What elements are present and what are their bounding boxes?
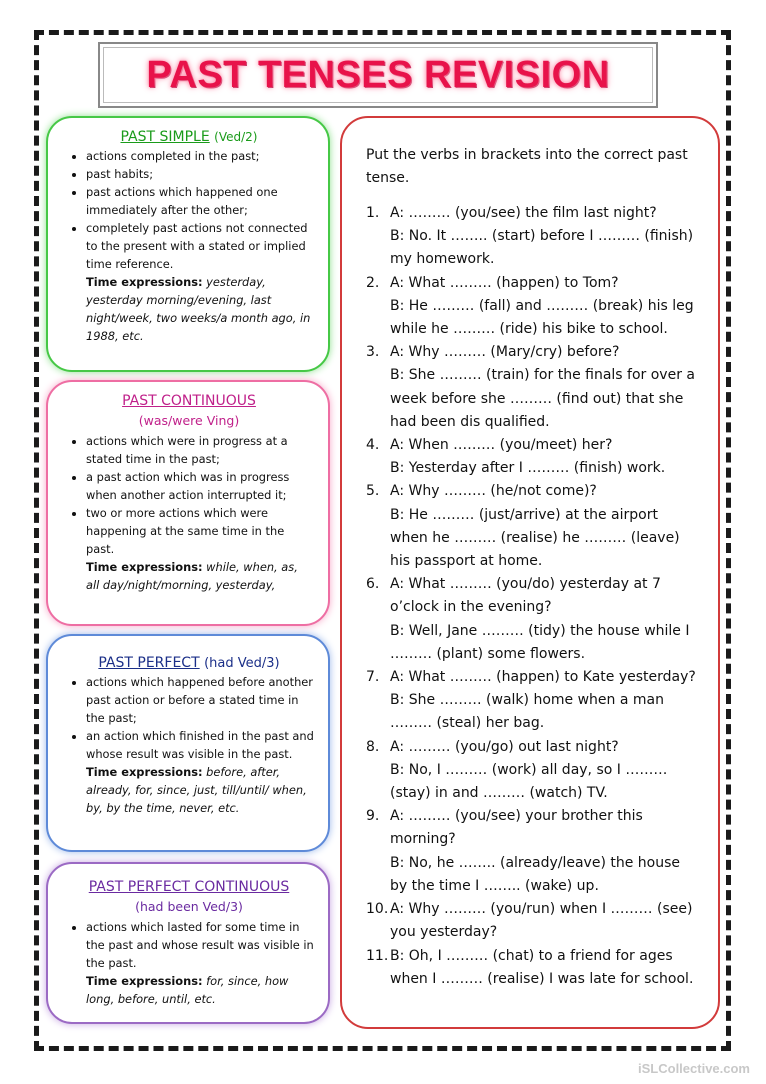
time-text: before, after, already, for, since, just, till/until/ when, by, by the time, never, etc.: [86, 765, 307, 815]
tense-name: PAST SIMPLE: [120, 129, 210, 145]
item-line: A: What ……… (you/do) yesterday at 7 o’clock in the evening?: [390, 576, 661, 616]
item-line: B: Yesterday after I ……… (finish) work.: [390, 460, 666, 477]
card-past-simple: [46, 116, 330, 372]
item-line: A: ……… (you/see) your brother this morning?: [390, 808, 643, 848]
item-line: B: No, he …….. (already/leave) the house by the time I …….. (wake) up.: [390, 854, 680, 894]
item-number: 3.: [366, 344, 380, 361]
title-banner: [98, 42, 658, 108]
exercise-item: [366, 805, 700, 898]
item-line: B: Oh, I ……… (chat) to a friend for ages when I ……… (realise) I was late for school.: [390, 947, 694, 987]
usage-list: [64, 673, 314, 763]
tense-form: (had Ved/3): [204, 656, 280, 671]
exercise-instruction: Put the verbs in brackets into the correct past tense.: [366, 147, 688, 186]
time-text: yesterday, yesterday morning/evening, last night/week, two weeks/a month ago, in 1988, etc.: [86, 275, 311, 343]
item-line: B: No. It …….. (start) before I ……… (finish) my homework.: [390, 228, 694, 268]
exercise-item: [366, 202, 700, 272]
item-line: A: When ……… (you/meet) her?: [390, 437, 613, 454]
tense-form: (Ved/2): [214, 130, 258, 144]
list-item: • two or more actions which were happening at the same time in the past.: [86, 504, 314, 558]
card-heading: PAST CONTINUOUS: [122, 393, 256, 409]
exercise-item: [366, 736, 700, 806]
exercise-item: [366, 573, 700, 666]
usage-list: [64, 147, 314, 273]
tense-name: PAST PERFECT: [98, 655, 200, 671]
item-line: A: Why ……… (he/not come)?: [390, 483, 597, 500]
list-item: • actions which happened before another past action or before a stated time in the past;: [86, 673, 314, 727]
list-item: • actions which were in progress at a stated time in the past;: [86, 432, 314, 468]
exercise-item: [366, 666, 700, 736]
card-past-perfect: [46, 634, 330, 852]
card-past-perfect-continuous: [46, 862, 330, 1024]
item-number: 2.: [366, 274, 380, 291]
item-line: A: Why ……… (you/run) when I ……… (see) you yesterday?: [390, 901, 693, 941]
item-line: B: She ……… (walk) home when a man ……… (steal) her bag.: [390, 692, 664, 732]
time-expressions: Time expressions: yesterday, yesterday morning/evening, last night/week, two weeks/a month ago, in 1988, etc.: [86, 275, 311, 343]
item-line: B: No, I ……… (work) all day, so I ……… (stay) in and ……… (watch) TV.: [390, 761, 668, 802]
card-heading: [64, 654, 314, 673]
item-number: 11.: [366, 947, 389, 964]
item-line: B: Well, Jane ……… (tidy) the house while I ……… (plant) some flowers.: [390, 622, 690, 662]
time-label: Time expressions: [86, 275, 198, 289]
exercise-item: [366, 898, 700, 944]
item-line: A: What ……… (happen) to Kate yesterday?: [390, 669, 696, 686]
item-line: B: He ……… (fall) and ……… (break) his leg while he ……… (ride) his bike to school.: [390, 297, 694, 338]
time-label: Time expressions: [86, 974, 198, 988]
item-number: 7.: [366, 669, 380, 686]
item-line: A: ……… (you/go) out last night?: [390, 738, 619, 755]
time-expressions: Time expressions: before, after, already, for, since, just, till/until/ when, by, by the time, never, etc.: [86, 765, 307, 815]
tense-form: (had been Ved/3): [135, 899, 243, 914]
time-label: Time expressions: [86, 765, 198, 779]
exercise-box: [340, 116, 720, 1029]
item-number: 4.: [366, 437, 380, 454]
time-expressions: Time expressions: while, when, as, all day/night/morning, yesterday,: [86, 560, 298, 592]
card-heading: PAST PERFECT CONTINUOUS: [88, 879, 290, 895]
exercise-item: [366, 945, 700, 991]
list-item: • an action which finished in the past and whose result was visible in the past.: [86, 727, 314, 763]
list-item: • a past action which was in progress when another action interrupted it;: [86, 468, 314, 504]
list-item: • completely past actions not connected to the present with a stated or implied time reference.: [86, 219, 314, 273]
list-item: • past actions which happened one immediately after the other;: [86, 183, 314, 219]
time-text: while, when, as, all day/night/morning, yesterday,: [86, 560, 298, 592]
page-title: PAST TENSES REVISION: [146, 53, 610, 96]
time-expressions: Time expressions: for, since, how long, before, until, etc.: [86, 974, 289, 1006]
item-number: 5.: [366, 483, 380, 500]
item-line: A: What ……… (happen) to Tom?: [390, 274, 619, 291]
item-number: 9.: [366, 808, 380, 825]
item-line: B: She ……… (train) for the finals for over a week before she ……… (find out) that she had been dis qualified.: [390, 367, 695, 430]
watermark-footer: iSLCollective.com: [638, 1061, 750, 1076]
usage-list: [64, 432, 314, 558]
list-item: • actions completed in the past;: [86, 147, 314, 165]
item-number: 8.: [366, 738, 380, 755]
exercise-item: [366, 434, 700, 480]
item-line: A: ……… (you/see) the film last night?: [390, 205, 657, 221]
item-number: 10.: [366, 901, 389, 918]
list-item: • past habits;: [86, 165, 314, 183]
exercise-item: [366, 272, 700, 342]
list-item: • actions which lasted for some time in the past and whose result was visible in the past.: [86, 918, 314, 972]
time-label: Time expressions: [86, 560, 198, 574]
item-number: 6.: [366, 576, 380, 593]
item-line: B: He ……… (just/arrive) at the airport when he ……… (realise) he ……… (leave) his passport at home.: [390, 506, 680, 570]
exercise-item: [366, 480, 700, 573]
item-line: A: Why ……… (Mary/cry) before?: [390, 344, 620, 361]
card-heading: [64, 128, 314, 147]
card-past-continuous: [46, 380, 330, 626]
time-text: for, since, how long, before, until, etc.: [86, 974, 289, 1006]
tense-form: (was/were Ving): [138, 413, 240, 428]
item-number: 1.: [366, 205, 380, 221]
usage-list: [64, 918, 314, 972]
exercise-item: [366, 341, 700, 434]
